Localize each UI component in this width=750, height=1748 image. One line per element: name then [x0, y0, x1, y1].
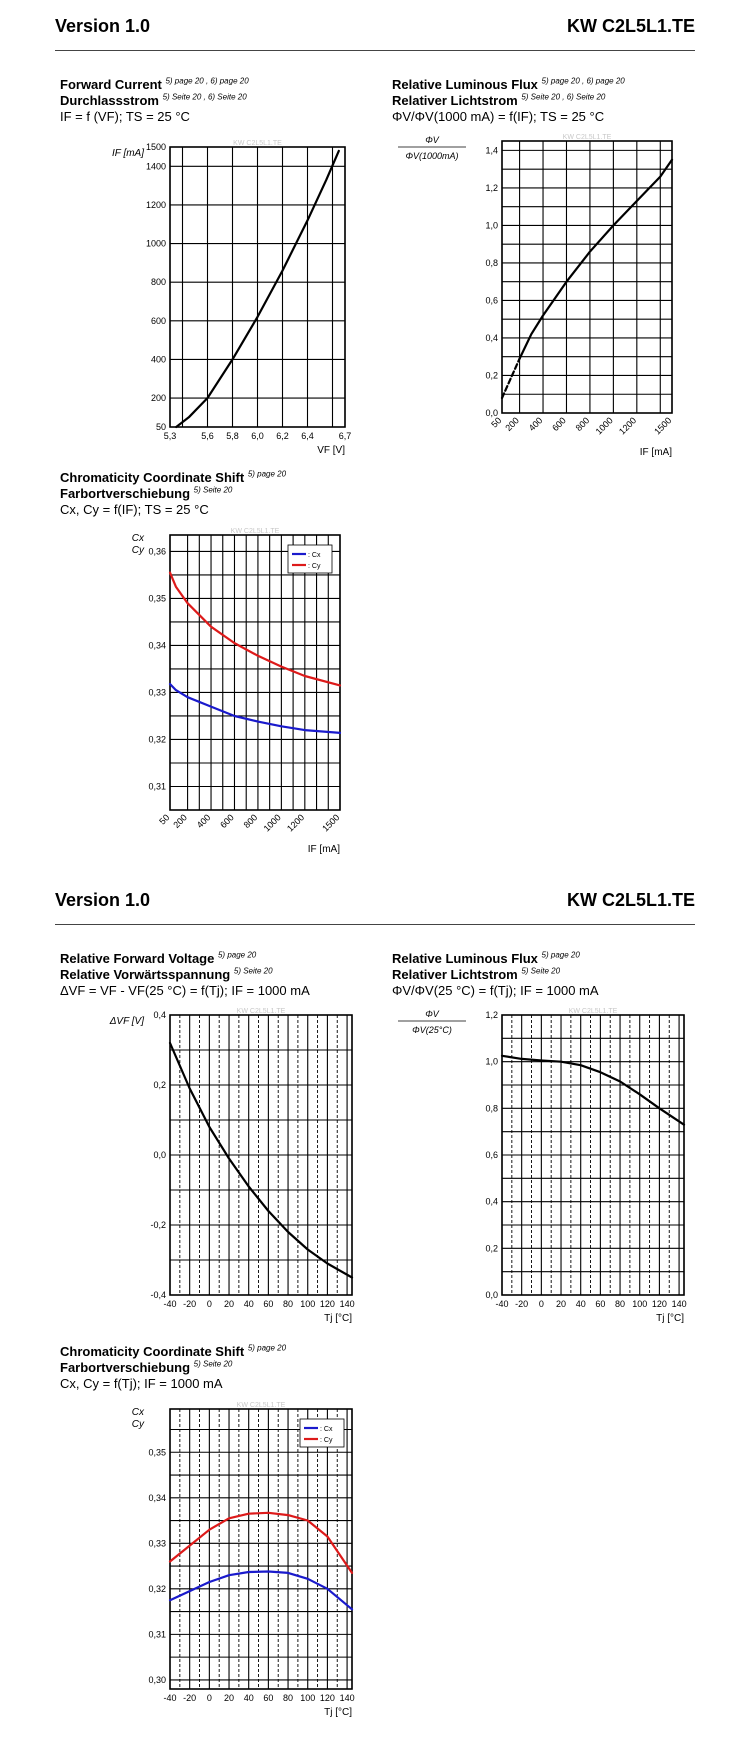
x-tick-label: 6,2 — [276, 431, 289, 441]
y-tick-label: -0,4 — [150, 1290, 166, 1300]
x-tick-label: 0 — [206, 1693, 212, 1703]
legend-label: : Cy — [320, 1437, 333, 1444]
caption-formula: ΦV/ΦV(1000 mA) = f(IF); TS = 25 °C — [392, 109, 605, 124]
caption-title-de: Durchlassstrom — [60, 93, 159, 108]
x-axis-label: Tj [°C] — [324, 1313, 352, 1324]
watermark: KW C2L5L1.TE — [568, 1008, 618, 1015]
x-tick-label: -40 — [495, 1299, 509, 1309]
part-number: KW C2L5L1.TE — [566, 890, 695, 910]
y-tick-label: 0,36 — [148, 546, 166, 557]
y-axis-label: Cx — [131, 1407, 144, 1418]
chromaticity-shift-temp-chart — [0, 874, 750, 1748]
caption-footnote-de: 5) Seite 20 , 6) Seite 20 — [162, 92, 247, 102]
y-tick-label: 0,0 — [153, 1150, 166, 1160]
caption-title-en: Relative Luminous Flux — [392, 77, 538, 92]
x-tick-label: 5,3 — [163, 431, 177, 441]
y-tick-label: 0,8 — [485, 257, 498, 268]
watermark: KW C2L5L1.TE — [233, 140, 282, 147]
caption-footnote-en: 5) page 20 — [541, 950, 580, 960]
y-tick-label: 0,0 — [485, 1290, 498, 1300]
x-tick-label: 5,8 — [226, 431, 239, 441]
x-tick-label: 60 — [263, 1693, 274, 1703]
x-tick-label: 600 — [550, 415, 568, 434]
series-line-cx — [170, 1572, 352, 1610]
caption-formula: ΔVF = VF - VF(25 °C) = f(Tj); IF = 1000 mA — [60, 983, 310, 998]
x-tick-label: 80 — [283, 1299, 294, 1309]
y-tick-label: 0,33 — [148, 687, 166, 698]
y-tick-label: 1,2 — [485, 182, 498, 193]
y-tick-label: 1200 — [145, 199, 166, 210]
version-label: Version 1.0 — [55, 890, 151, 910]
caption-formula: ΦV/ΦV(25 °C) = f(Tj); IF = 1000 mA — [392, 983, 599, 998]
caption-title-en: Relative Forward Voltage — [60, 951, 215, 966]
y-tick-label: 1,0 — [485, 1056, 498, 1067]
y-tick-label: 0,34 — [148, 640, 166, 651]
y-tick-label: 0,34 — [148, 1492, 166, 1503]
x-tick-label: 60 — [595, 1299, 606, 1309]
y-axis-label: ΦV — [425, 135, 439, 145]
x-tick-label: 100 — [632, 1299, 648, 1309]
caption-footnote-en: 5) page 20 — [217, 950, 257, 960]
y-tick-label: 0,2 — [153, 1080, 166, 1090]
y-tick-label: 600 — [150, 315, 166, 326]
x-tick-label: 60 — [263, 1299, 274, 1309]
y-tick-label: 0,31 — [148, 781, 166, 792]
page-2 — [0, 874, 750, 1748]
y-tick-label: 1400 — [145, 161, 166, 172]
caption-formula: IF = f (VF); TS = 25 °C — [60, 109, 190, 124]
y-tick-label: 0,2 — [485, 1243, 498, 1254]
y-tick-label: 1000 — [145, 238, 166, 249]
y-tick-label: 1,2 — [485, 1010, 498, 1020]
series-line-cx — [170, 684, 340, 733]
x-tick-label: 1000 — [593, 415, 615, 437]
x-tick-label: -20 — [183, 1299, 197, 1309]
x-tick-label: 600 — [218, 812, 236, 831]
caption-formula: Cx, Cy = f(Tj); IF = 1000 mA — [60, 1376, 223, 1391]
y-tick-label: 0,6 — [485, 1150, 498, 1160]
y-axis-label: ΦV — [425, 1009, 439, 1019]
x-tick-label: 20 — [556, 1299, 567, 1309]
x-tick-label: 50 — [157, 812, 172, 827]
y-tick-label: 1500 — [145, 142, 166, 152]
x-tick-label: 20 — [224, 1299, 235, 1309]
x-tick-label: 100 — [300, 1299, 316, 1309]
caption-title-de: Farbortverschiebung — [60, 1360, 191, 1375]
caption-footnote-de: 5) Seite 20 — [233, 966, 273, 976]
x-tick-label: 6,0 — [251, 431, 264, 441]
y-axis-label: Cy — [131, 545, 144, 556]
y-tick-label: 800 — [150, 277, 166, 288]
y-axis-label: ΦV(25°C) — [412, 1025, 452, 1035]
legend-label: : Cx — [320, 1426, 333, 1433]
x-tick-label: 1200 — [285, 812, 307, 834]
part-number: KW C2L5L1.TE — [566, 16, 695, 36]
x-tick-label: 1500 — [320, 812, 342, 834]
caption-title-en: Forward Current — [60, 77, 162, 92]
x-tick-label: 5,6 — [201, 431, 214, 441]
x-tick-label: 100 — [300, 1693, 316, 1703]
x-tick-label: 1200 — [617, 415, 639, 437]
y-tick-label: 0,0 — [485, 408, 498, 418]
caption-title-de: Relativer Lichtstrom — [392, 967, 518, 982]
x-axis-label: Tj [°C] — [656, 1313, 684, 1324]
x-tick-label: 800 — [573, 415, 592, 434]
x-tick-label: 80 — [615, 1299, 626, 1309]
plot-frame — [170, 535, 340, 810]
x-tick-label: 40 — [243, 1299, 254, 1309]
caption-footnote-de: 5) Seite 20 — [193, 485, 233, 495]
caption-footnote-en: 5) page 20 — [247, 469, 287, 479]
x-tick-label: -20 — [183, 1693, 197, 1703]
x-tick-label: 40 — [243, 1693, 254, 1703]
ccs2-plot — [132, 1402, 355, 1718]
x-tick-label: 6,7 — [338, 431, 352, 441]
x-axis-label: Tj [°C] — [324, 1707, 352, 1718]
legend-label: : Cy — [308, 563, 321, 570]
x-tick-label: 200 — [171, 812, 190, 831]
x-axis-label: IF [mA] — [307, 844, 340, 855]
y-tick-label: 0,35 — [148, 1447, 166, 1458]
y-tick-label: 0,35 — [148, 593, 166, 604]
x-tick-label: 800 — [241, 812, 260, 831]
caption-formula: Cx, Cy = f(IF); TS = 25 °C — [60, 502, 209, 517]
caption-title-en: Relative Luminous Flux — [392, 951, 538, 966]
caption-title-de: Relative Vorwärtsspannung — [60, 967, 231, 982]
x-tick-label: 1500 — [652, 415, 674, 437]
y-tick-label: 0,31 — [148, 1629, 166, 1640]
caption-title-de: Farbortverschiebung — [60, 486, 191, 501]
watermark: KW C2L5L1.TE — [236, 1402, 286, 1409]
plot-frame — [170, 1409, 352, 1689]
y-axis-label: Cx — [131, 533, 144, 544]
caption-title-en: Chromaticity Coordinate Shift — [60, 470, 245, 485]
y-axis-label: Cy — [131, 1419, 144, 1430]
y-tick-label: 50 — [155, 422, 166, 432]
watermark: KW C2L5L1.TE — [562, 134, 612, 141]
caption-footnote-en: 5) page 20 — [247, 1343, 287, 1353]
x-tick-label: 400 — [194, 812, 213, 831]
y-tick-label: -0,2 — [150, 1220, 166, 1230]
x-tick-label: -20 — [515, 1299, 529, 1309]
x-tick-label: 140 — [339, 1299, 355, 1309]
y-tick-label: 0,8 — [485, 1103, 498, 1114]
watermark: KW C2L5L1.TE — [230, 528, 280, 535]
x-tick-label: 20 — [224, 1693, 235, 1703]
caption-footnote-de: 5) Seite 20 — [521, 966, 561, 976]
caption-footnote-en: 5) page 20 , 6) page 20 — [541, 76, 625, 86]
ccs1-plot — [132, 528, 342, 855]
x-tick-label: -40 — [163, 1299, 177, 1309]
y-tick-label: 0,2 — [485, 370, 498, 381]
x-tick-label: 6,4 — [301, 431, 314, 441]
y-tick-label: 0,6 — [485, 295, 498, 306]
x-tick-label: 1000 — [261, 812, 283, 834]
y-axis-label: IF [mA] — [111, 148, 144, 159]
y-tick-label: 0,32 — [148, 1583, 166, 1594]
caption-title-de: Relativer Lichtstrom — [392, 93, 518, 108]
y-tick-label: 0,33 — [148, 1538, 166, 1549]
x-tick-label: 400 — [526, 415, 545, 434]
x-tick-label: 140 — [339, 1693, 355, 1703]
x-tick-label: 120 — [651, 1299, 667, 1309]
y-tick-label: 0,30 — [148, 1674, 166, 1685]
x-tick-label: 200 — [503, 415, 522, 434]
caption-title-en: Chromaticity Coordinate Shift — [60, 1344, 245, 1359]
y-tick-label: 0,4 — [485, 332, 498, 343]
x-tick-label: 40 — [575, 1299, 586, 1309]
x-tick-label: 120 — [319, 1693, 335, 1703]
y-tick-label: 0,4 — [485, 1196, 498, 1207]
y-axis-label: ΦV(1000mA) — [405, 151, 459, 161]
y-tick-label: 1,0 — [485, 220, 498, 231]
x-tick-label: 80 — [283, 1693, 294, 1703]
x-axis-label: VF [V] — [317, 445, 345, 456]
x-tick-label: 140 — [671, 1299, 687, 1309]
y-tick-label: 1,4 — [485, 145, 498, 156]
version-label: Version 1.0 — [55, 16, 151, 36]
y-tick-label: 200 — [150, 393, 166, 404]
legend-label: : Cx — [308, 552, 321, 559]
y-tick-label: 0,32 — [148, 734, 166, 745]
y-axis-label: ΔVF [V] — [109, 1016, 144, 1027]
x-tick-label: -40 — [163, 1693, 177, 1703]
x-tick-label: 0 — [206, 1299, 212, 1309]
caption-footnote-de: 5) Seite 20 — [193, 1359, 233, 1369]
y-tick-label: 400 — [150, 354, 166, 365]
x-tick-label: 0 — [538, 1299, 544, 1309]
caption-footnote-de: 5) Seite 20 , 6) Seite 20 — [521, 92, 606, 102]
x-axis-label: IF [mA] — [639, 447, 672, 458]
x-tick-label: 120 — [319, 1299, 335, 1309]
caption-footnote-en: 5) page 20 , 6) page 20 — [165, 76, 249, 86]
y-tick-label: 0,4 — [153, 1010, 166, 1020]
watermark: KW C2L5L1.TE — [236, 1008, 286, 1015]
x-tick-label: 50 — [489, 415, 504, 430]
